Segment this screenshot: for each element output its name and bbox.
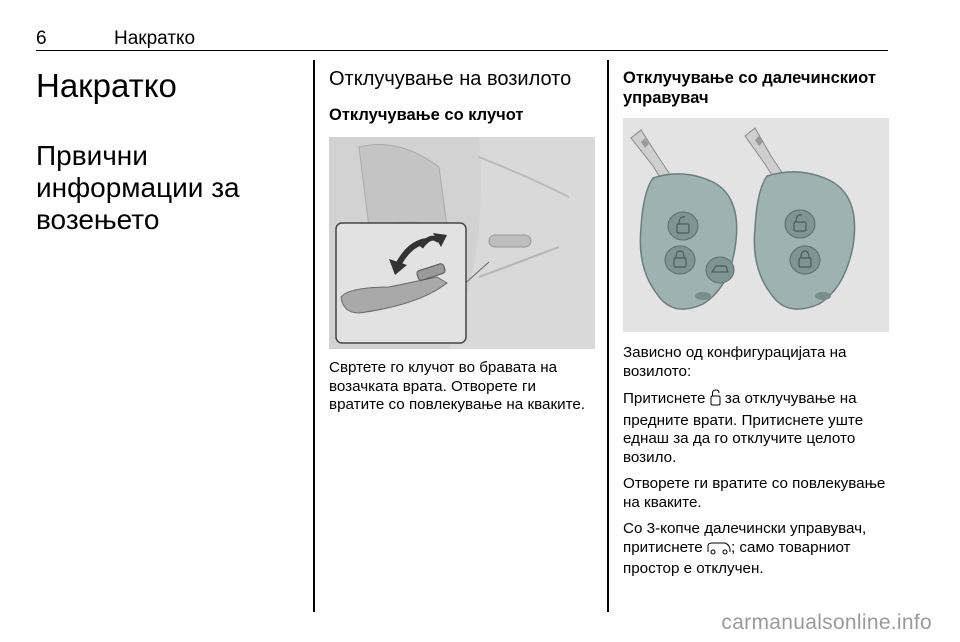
- paragraph: Зависно од конфигурацијата на возилото:: [623, 344, 847, 380]
- section-heading: Отклучување на возилото: [329, 68, 572, 90]
- running-title: Накратко: [114, 28, 196, 49]
- paragraph: [623, 389, 889, 467]
- column-divider: [313, 60, 315, 612]
- section-title: Првични информации за возењето: [36, 140, 240, 235]
- unlock-icon: [710, 389, 721, 412]
- column-middle: [329, 60, 595, 423]
- subsection-heading: Отклучување со клучот: [329, 106, 524, 124]
- chapter-title: Накратко: [36, 67, 177, 104]
- door-handle-drawing: [329, 137, 595, 349]
- column-right: [623, 60, 889, 587]
- text-run: ; само товарниот простор е отклучен.: [623, 538, 851, 577]
- remote-fobs-drawing: [623, 118, 889, 332]
- page-number: 6: [36, 28, 47, 49]
- column-left: [36, 60, 306, 236]
- text-run: Притиснете: [623, 390, 710, 407]
- cargo-van-icon: [707, 541, 731, 561]
- paragraph: Свртете го клучот во бравата на возачката врата. Отворете ги вратите со повлекување на кваките.: [329, 359, 586, 413]
- text-run: Со 3-копче далечински управувач, притиснете: [623, 520, 867, 556]
- paragraph: [623, 520, 889, 579]
- remote-key-illustration: [623, 118, 889, 332]
- subsection-heading: Отклучување со далечинскиот управувач: [623, 69, 876, 107]
- paragraph: Отворете ги вратите со повлекување на кваките.: [623, 475, 886, 511]
- page-header: [36, 22, 888, 51]
- door-key-illustration: [329, 137, 595, 349]
- text-run: за отклучување на предните врати. Притиснете уште еднаш за да го отклучите целото возило.: [623, 390, 864, 466]
- watermark: carmanualsonline.info: [721, 611, 932, 634]
- column-divider: [607, 60, 609, 612]
